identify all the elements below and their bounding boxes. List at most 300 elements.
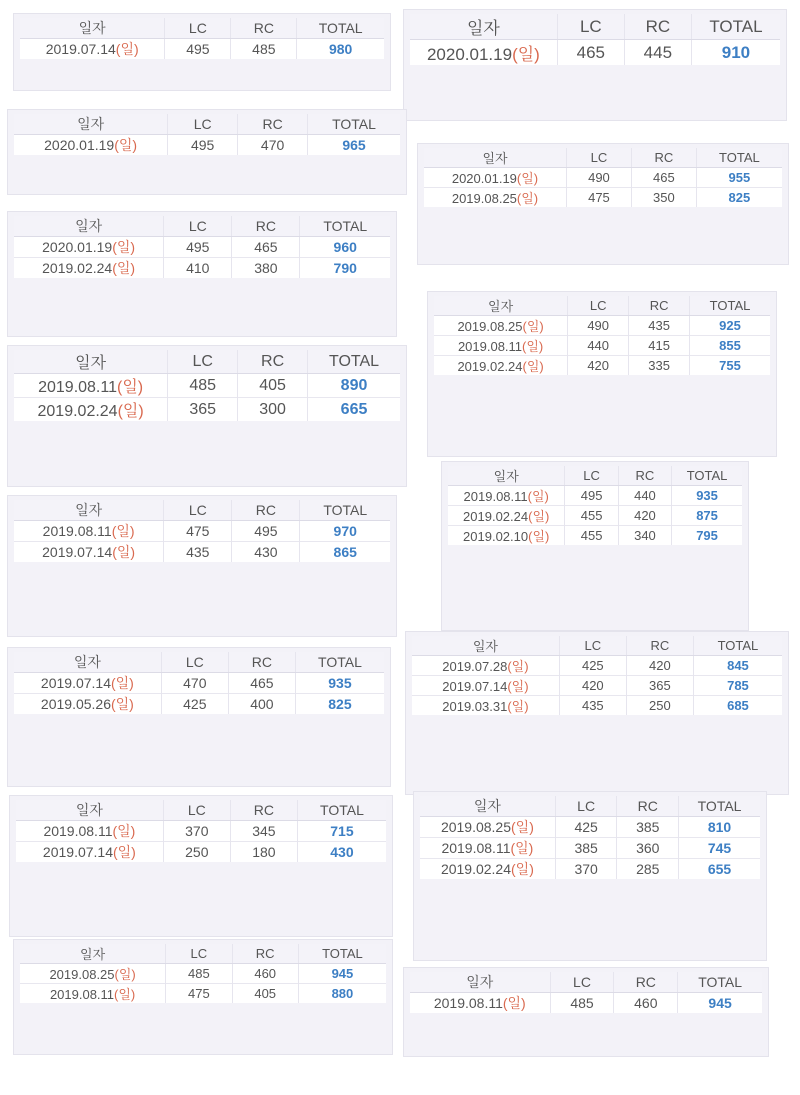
- rc-cell: 180: [230, 842, 297, 863]
- weekday-label: (일): [112, 544, 136, 560]
- total-cell: 955: [696, 168, 782, 188]
- table-row: [412, 656, 782, 676]
- total-cell: 810: [679, 817, 760, 838]
- score-card: [442, 462, 748, 630]
- score-table: [410, 972, 762, 1013]
- date-text: 2019.07.14: [442, 679, 508, 694]
- lc-cell: 495: [565, 486, 618, 506]
- table-row: [448, 526, 742, 546]
- header-row: [16, 800, 386, 821]
- header-total: TOTAL: [691, 14, 780, 40]
- weekday-label: (일): [114, 137, 138, 153]
- total-cell: 945: [298, 964, 386, 984]
- score-card: [10, 796, 392, 936]
- total-cell: 865: [300, 542, 390, 563]
- score-card: [406, 632, 788, 794]
- header-row: [14, 350, 400, 374]
- header-row: [14, 652, 384, 673]
- total-cell: 890: [308, 374, 400, 398]
- header-lc: LC: [163, 800, 230, 821]
- date-cell: [14, 521, 164, 542]
- date-text: 2019.07.14: [40, 675, 111, 691]
- date-text: 2019.08.25: [457, 319, 523, 334]
- total-cell: 945: [678, 993, 762, 1014]
- header-row: [424, 148, 782, 168]
- total-cell: 825: [295, 694, 384, 715]
- score-table: [410, 14, 780, 65]
- lc-cell: 435: [164, 542, 232, 563]
- rc-cell: 445: [624, 40, 691, 66]
- rc-cell: 465: [232, 237, 300, 258]
- header-lc: LC: [565, 466, 618, 486]
- date-text: 2020.01.19: [42, 239, 113, 255]
- header-date: 일자: [434, 296, 568, 316]
- table-row: [16, 821, 386, 842]
- table-row: [420, 817, 760, 838]
- date-text: 2019.02.10: [463, 529, 529, 544]
- weekday-label: (일): [114, 967, 136, 982]
- score-table: [434, 296, 770, 375]
- date-cell: [16, 842, 163, 863]
- date-text: 2019.02.24: [37, 403, 118, 420]
- weekday-label: (일): [112, 239, 136, 255]
- date-text: 2019.02.24: [457, 359, 523, 374]
- header-row: [410, 972, 762, 993]
- total-cell: 875: [672, 506, 742, 526]
- rc-cell: 405: [232, 984, 298, 1004]
- header-rc: RC: [629, 296, 690, 316]
- weekday-label: (일): [527, 489, 549, 504]
- total-cell: 745: [679, 838, 760, 859]
- date-cell: [448, 526, 565, 546]
- header-lc: LC: [568, 296, 629, 316]
- weekday-label: (일): [112, 823, 136, 839]
- weekday-label: (일): [528, 529, 550, 544]
- score-card: [414, 792, 766, 960]
- lc-cell: 435: [559, 696, 626, 716]
- header-rc: RC: [617, 796, 679, 817]
- weekday-label: (일): [117, 403, 144, 420]
- date-text: 2019.03.31: [442, 699, 508, 714]
- date-text: 2019.02.24: [463, 509, 529, 524]
- score-table: [412, 636, 782, 715]
- header-rc: RC: [232, 500, 300, 521]
- date-cell: [412, 696, 559, 716]
- date-cell: [424, 168, 567, 188]
- header-rc: RC: [228, 652, 295, 673]
- date-text: 2019.02.24: [440, 861, 512, 877]
- score-card: [8, 648, 390, 786]
- score-card: [8, 496, 396, 636]
- date-text: 2019.08.11: [43, 823, 113, 839]
- header-lc: LC: [164, 500, 232, 521]
- date-cell: [14, 673, 161, 694]
- date-cell: [434, 316, 568, 336]
- weekday-label: (일): [510, 840, 534, 856]
- table-row: [420, 838, 760, 859]
- date-cell: [14, 237, 164, 258]
- weekday-label: (일): [115, 41, 139, 57]
- total-cell: 935: [672, 486, 742, 506]
- lc-cell: 475: [164, 521, 232, 542]
- date-text: 2019.08.25: [451, 191, 517, 206]
- header-date: 일자: [424, 148, 567, 168]
- date-cell: [14, 398, 168, 422]
- header-lc: LC: [164, 216, 232, 237]
- date-text: 2019.08.11: [441, 840, 511, 856]
- score-table: [14, 652, 384, 714]
- header-date: 일자: [16, 800, 163, 821]
- weekday-label: (일): [111, 696, 134, 712]
- weekday-label: (일): [114, 987, 136, 1002]
- weekday-label: (일): [502, 995, 526, 1011]
- rc-cell: 345: [230, 821, 297, 842]
- date-cell: [14, 374, 168, 398]
- total-cell: 685: [693, 696, 782, 716]
- header-rc: RC: [238, 114, 308, 135]
- table-row: [448, 486, 742, 506]
- total-cell: 795: [672, 526, 742, 546]
- weekday-label: (일): [511, 819, 534, 835]
- weekday-label: (일): [522, 319, 544, 334]
- rc-cell: 405: [238, 374, 308, 398]
- date-cell: [14, 542, 164, 563]
- header-lc: LC: [567, 148, 632, 168]
- date-cell: [420, 838, 555, 859]
- rc-cell: 360: [617, 838, 679, 859]
- header-lc: LC: [165, 18, 231, 39]
- header-date: 일자: [14, 500, 164, 521]
- total-cell: 655: [679, 859, 760, 880]
- header-rc: RC: [631, 148, 696, 168]
- header-row: [20, 944, 386, 964]
- total-cell: 970: [300, 521, 390, 542]
- date-cell: [20, 984, 166, 1004]
- date-cell: [14, 135, 168, 156]
- header-date: 일자: [410, 14, 557, 40]
- header-total: TOTAL: [672, 466, 742, 486]
- rc-cell: 460: [232, 964, 298, 984]
- date-text: 2019.08.25: [440, 819, 512, 835]
- date-text: 2019.02.24: [42, 260, 113, 276]
- total-cell: 935: [295, 673, 384, 694]
- score-card: [8, 346, 406, 486]
- table-row: [420, 859, 760, 880]
- total-cell: 790: [300, 258, 390, 279]
- header-rc: RC: [231, 18, 297, 39]
- date-cell: [410, 993, 550, 1014]
- date-text: 2020.01.19: [451, 171, 517, 186]
- table-row: [412, 676, 782, 696]
- table-row: [14, 237, 390, 258]
- header-total: TOTAL: [308, 350, 400, 374]
- date-cell: [412, 656, 559, 676]
- date-text: 2019.05.26: [40, 696, 111, 712]
- header-row: [448, 466, 742, 486]
- rc-cell: 470: [238, 135, 308, 156]
- score-table: [16, 800, 386, 862]
- total-cell: 430: [297, 842, 386, 863]
- date-cell: [420, 817, 555, 838]
- header-rc: RC: [618, 466, 671, 486]
- weekday-label: (일): [111, 523, 135, 539]
- header-lc: LC: [168, 114, 238, 135]
- rc-cell: 365: [626, 676, 693, 696]
- weekday-label: (일): [112, 260, 136, 276]
- lc-cell: 370: [555, 859, 617, 880]
- date-cell: [412, 676, 559, 696]
- header-total: TOTAL: [693, 636, 782, 656]
- header-row: [420, 796, 760, 817]
- table-row: [424, 168, 782, 188]
- lc-cell: 495: [164, 237, 232, 258]
- date-text: 2019.08.11: [457, 339, 523, 354]
- header-date: 일자: [20, 18, 165, 39]
- header-date: 일자: [448, 466, 565, 486]
- header-rc: RC: [238, 350, 308, 374]
- table-row: [434, 336, 770, 356]
- rc-cell: 415: [629, 336, 690, 356]
- header-lc: LC: [168, 350, 238, 374]
- lc-cell: 410: [164, 258, 232, 279]
- table-row: [448, 506, 742, 526]
- total-cell: 980: [297, 39, 384, 60]
- date-cell: [448, 486, 565, 506]
- table-row: [434, 316, 770, 336]
- date-cell: [14, 258, 164, 279]
- header-rc: RC: [232, 944, 298, 964]
- lc-cell: 385: [555, 838, 617, 859]
- rc-cell: 440: [618, 486, 671, 506]
- rc-cell: 335: [629, 356, 690, 376]
- rc-cell: 400: [228, 694, 295, 715]
- table-row: [14, 673, 384, 694]
- score-card: [8, 110, 406, 194]
- rc-cell: 495: [232, 521, 300, 542]
- total-cell: 755: [690, 356, 770, 376]
- score-table: [20, 18, 384, 59]
- table-row: [434, 356, 770, 376]
- header-total: TOTAL: [300, 216, 390, 237]
- lc-cell: 455: [565, 506, 618, 526]
- date-text: 2019.08.11: [49, 987, 115, 1002]
- score-table: [14, 500, 390, 562]
- total-cell: 845: [693, 656, 782, 676]
- lc-cell: 470: [161, 673, 228, 694]
- header-total: TOTAL: [690, 296, 770, 316]
- table-row: [14, 542, 390, 563]
- date-text: 2019.08.11: [463, 489, 528, 504]
- total-cell: 785: [693, 676, 782, 696]
- rc-cell: 300: [238, 398, 308, 422]
- header-lc: LC: [555, 796, 617, 817]
- weekday-label: (일): [511, 861, 534, 877]
- header-lc: LC: [559, 636, 626, 656]
- table-row: [410, 40, 780, 66]
- weekday-label: (일): [507, 659, 529, 674]
- lc-cell: 425: [161, 694, 228, 715]
- header-total: TOTAL: [300, 500, 390, 521]
- table-row: [20, 39, 384, 60]
- lc-cell: 420: [559, 676, 626, 696]
- rc-cell: 420: [626, 656, 693, 676]
- rc-cell: 465: [631, 168, 696, 188]
- score-card: [428, 292, 776, 456]
- table-row: [14, 374, 400, 398]
- lc-cell: 465: [557, 40, 624, 66]
- score-table: [424, 148, 782, 207]
- weekday-label: (일): [111, 675, 134, 691]
- lc-cell: 490: [567, 168, 632, 188]
- header-total: TOTAL: [678, 972, 762, 993]
- score-card: [418, 144, 788, 264]
- score-table: [14, 114, 400, 155]
- rc-cell: 435: [629, 316, 690, 336]
- total-cell: 715: [297, 821, 386, 842]
- header-date: 일자: [14, 350, 168, 374]
- header-date: 일자: [20, 944, 166, 964]
- lc-cell: 370: [163, 821, 230, 842]
- rc-cell: 385: [617, 817, 679, 838]
- header-date: 일자: [14, 114, 168, 135]
- lc-cell: 420: [568, 356, 629, 376]
- header-total: TOTAL: [297, 800, 386, 821]
- total-cell: 965: [308, 135, 400, 156]
- header-lc: LC: [166, 944, 232, 964]
- total-cell: 910: [691, 40, 780, 66]
- header-row: [14, 114, 400, 135]
- lc-cell: 365: [168, 398, 238, 422]
- date-cell: [16, 821, 163, 842]
- date-cell: [434, 336, 568, 356]
- rc-cell: 350: [631, 188, 696, 208]
- table-row: [14, 258, 390, 279]
- table-row: [410, 993, 762, 1014]
- date-text: 2019.07.14: [45, 41, 116, 57]
- score-table: [448, 466, 742, 545]
- date-cell: [14, 694, 161, 715]
- header-total: TOTAL: [696, 148, 782, 168]
- date-text: 2019.07.28: [442, 659, 508, 674]
- lc-cell: 455: [565, 526, 618, 546]
- score-table: [14, 216, 390, 278]
- lc-cell: 490: [568, 316, 629, 336]
- weekday-label: (일): [507, 699, 529, 714]
- header-date: 일자: [410, 972, 550, 993]
- weekday-label: (일): [516, 171, 539, 186]
- date-cell: [20, 964, 166, 984]
- weekday-label: (일): [522, 339, 544, 354]
- total-cell: 925: [690, 316, 770, 336]
- weekday-label: (일): [512, 45, 540, 64]
- rc-cell: 485: [231, 39, 297, 60]
- date-cell: [424, 188, 567, 208]
- score-card: [404, 10, 786, 120]
- header-date: 일자: [420, 796, 555, 817]
- header-total: TOTAL: [298, 944, 386, 964]
- date-text: 2019.08.11: [38, 379, 117, 396]
- rc-cell: 285: [617, 859, 679, 880]
- header-rc: RC: [624, 14, 691, 40]
- header-lc: LC: [550, 972, 614, 993]
- lc-cell: 425: [559, 656, 626, 676]
- rc-cell: 460: [614, 993, 678, 1014]
- lc-cell: 495: [168, 135, 238, 156]
- weekday-label: (일): [516, 191, 539, 206]
- date-text: 2020.01.19: [426, 45, 513, 64]
- date-text: 2019.07.14: [42, 544, 113, 560]
- lc-cell: 475: [166, 984, 232, 1004]
- header-rc: RC: [626, 636, 693, 656]
- lc-cell: 485: [550, 993, 614, 1014]
- lc-cell: 495: [165, 39, 231, 60]
- weekday-label: (일): [116, 379, 144, 396]
- header-date: 일자: [412, 636, 559, 656]
- weekday-label: (일): [113, 844, 136, 860]
- score-card: [8, 212, 396, 336]
- header-total: TOTAL: [297, 18, 384, 39]
- total-cell: 960: [300, 237, 390, 258]
- total-cell: 855: [690, 336, 770, 356]
- lc-cell: 485: [166, 964, 232, 984]
- date-text: 2019.08.11: [433, 995, 503, 1011]
- date-text: 2019.08.25: [49, 967, 115, 982]
- table-row: [14, 521, 390, 542]
- weekday-label: (일): [522, 359, 544, 374]
- date-text: 2019.07.14: [42, 844, 113, 860]
- header-rc: RC: [230, 800, 297, 821]
- date-text: 2020.01.19: [44, 137, 115, 153]
- header-total: TOTAL: [679, 796, 760, 817]
- lc-cell: 475: [567, 188, 632, 208]
- table-row: [14, 694, 384, 715]
- weekday-label: (일): [528, 509, 550, 524]
- header-date: 일자: [14, 216, 164, 237]
- score-table: [420, 796, 760, 879]
- score-card: [14, 14, 390, 90]
- table-row: [14, 398, 400, 422]
- rc-cell: 430: [232, 542, 300, 563]
- total-cell: 665: [308, 398, 400, 422]
- table-row: [412, 696, 782, 716]
- date-cell: [410, 40, 557, 66]
- header-row: [412, 636, 782, 656]
- header-date: 일자: [14, 652, 161, 673]
- total-cell: 880: [298, 984, 386, 1004]
- date-cell: [420, 859, 555, 880]
- score-card: [14, 940, 392, 1054]
- lc-cell: 485: [168, 374, 238, 398]
- table-row: [14, 135, 400, 156]
- rc-cell: 465: [228, 673, 295, 694]
- table-row: [20, 964, 386, 984]
- rc-cell: 420: [618, 506, 671, 526]
- header-row: [434, 296, 770, 316]
- date-cell: [20, 39, 165, 60]
- header-row: [410, 14, 780, 40]
- lc-cell: 425: [555, 817, 617, 838]
- lc-cell: 440: [568, 336, 629, 356]
- header-rc: RC: [614, 972, 678, 993]
- table-row: [16, 842, 386, 863]
- date-cell: [434, 356, 568, 376]
- rc-cell: 250: [626, 696, 693, 716]
- header-lc: LC: [161, 652, 228, 673]
- score-table: [20, 944, 386, 1003]
- date-text: 2019.08.11: [42, 523, 112, 539]
- header-row: [14, 216, 390, 237]
- lc-cell: 250: [163, 842, 230, 863]
